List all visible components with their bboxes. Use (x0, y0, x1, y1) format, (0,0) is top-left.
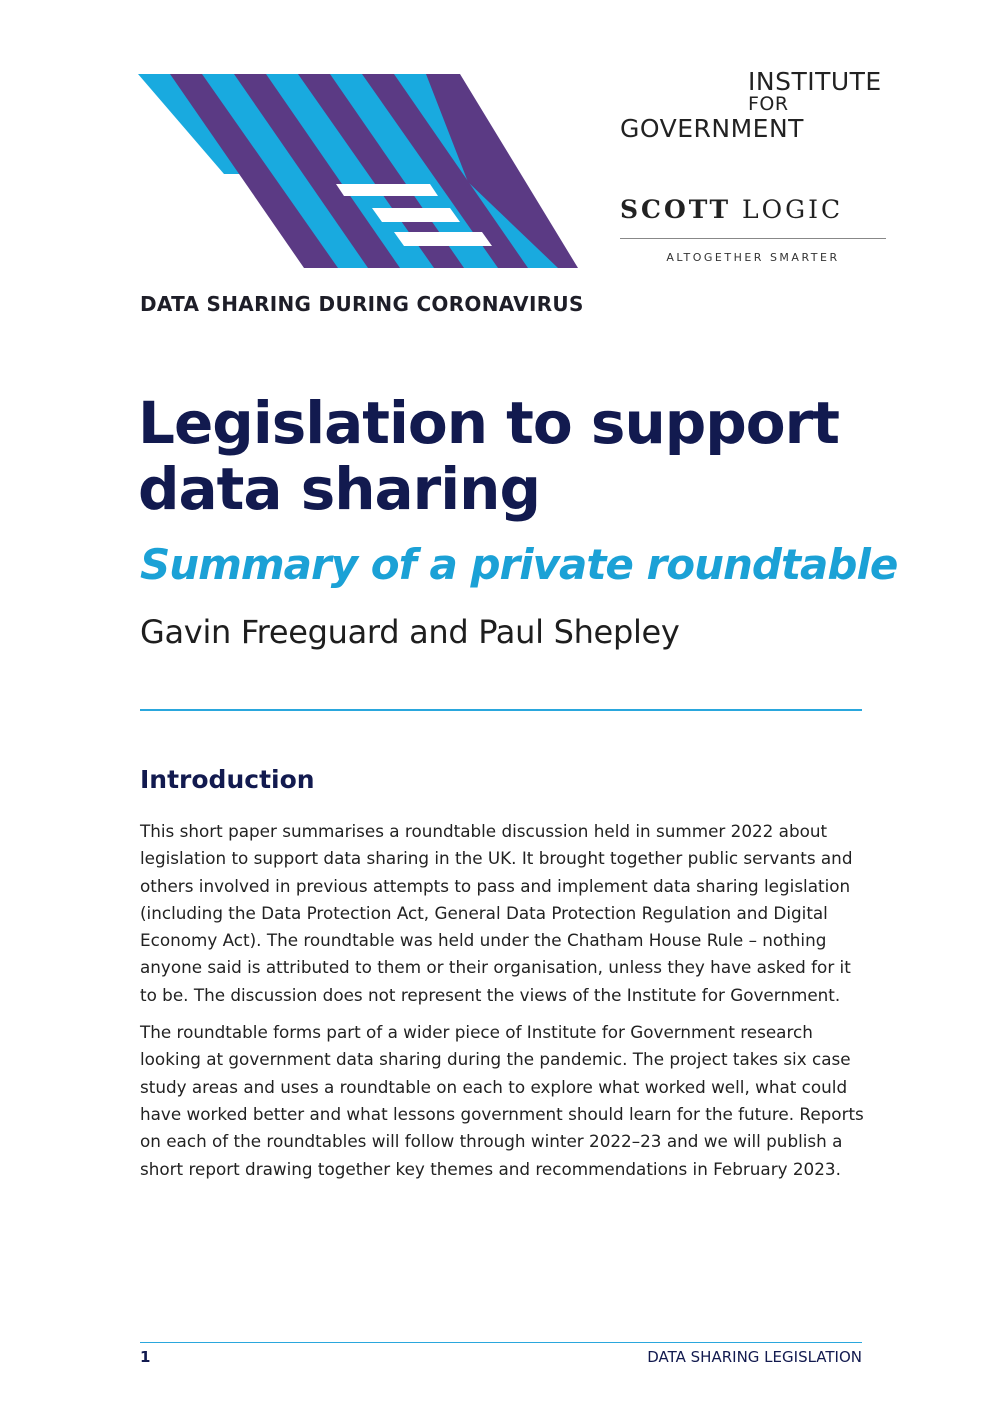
header-divider (140, 709, 862, 711)
section-heading-introduction: Introduction (140, 765, 315, 794)
document-title: Legislation to support data sharing (138, 389, 839, 523)
ifg-logo-line1: INSTITUTE (748, 67, 882, 96)
footer-divider (140, 1342, 862, 1343)
document-authors: Gavin Freeguard and Paul Shepley (140, 613, 680, 651)
ifg-logo-line3: GOVERNMENT (620, 114, 804, 143)
stripe-graphic (138, 72, 580, 268)
scott-logic-divider (620, 238, 886, 239)
stripe-bands (138, 74, 578, 268)
scott-logic-tagline: ALTOGETHER SMARTER (666, 251, 840, 264)
paragraph: The roundtable forms part of a wider piece of Institute for Government research looking at government data sharing during the pandemic. The project takes six case study areas and uses a roundtable on each to explore what worked well, what could have worked better and what lessons government should learn for the future. Reports on each of the roundtables will follow through winter 2022–23 and we will publish a short report drawing together key themes and recommendations in February 2023. (140, 1022, 864, 1179)
series-label: DATA SHARING DURING CORONAVIRUS (140, 292, 584, 316)
document-subtitle: Summary of a private roundtable (140, 540, 898, 589)
ifg-logo-line2: FOR (748, 93, 789, 115)
scott-logic-logo (620, 195, 888, 224)
scott-logic-word-bold: SCOTT (620, 195, 732, 224)
page-number: 1 (140, 1348, 151, 1366)
running-title: DATA SHARING LEGISLATION (647, 1348, 862, 1366)
paragraph: This short paper summarises a roundtable discussion held in summer 2022 about legislation to support data sharing in the UK. It brought together public servants and others involved in previous attempts to pass and implement data sharing legislation (including the Data Protection Act, General Data Protection Regulation and Digital Economy Act). The roundtable was held under the Chatham House Rule – nothing anyone said is attributed to them or their organisation, unless they have asked for it to be. The discussion does not represent the views of the Institute for Government. (140, 821, 853, 1005)
introduction-body (140, 818, 866, 1193)
scott-logic-word-light: LOGIC (742, 195, 844, 224)
